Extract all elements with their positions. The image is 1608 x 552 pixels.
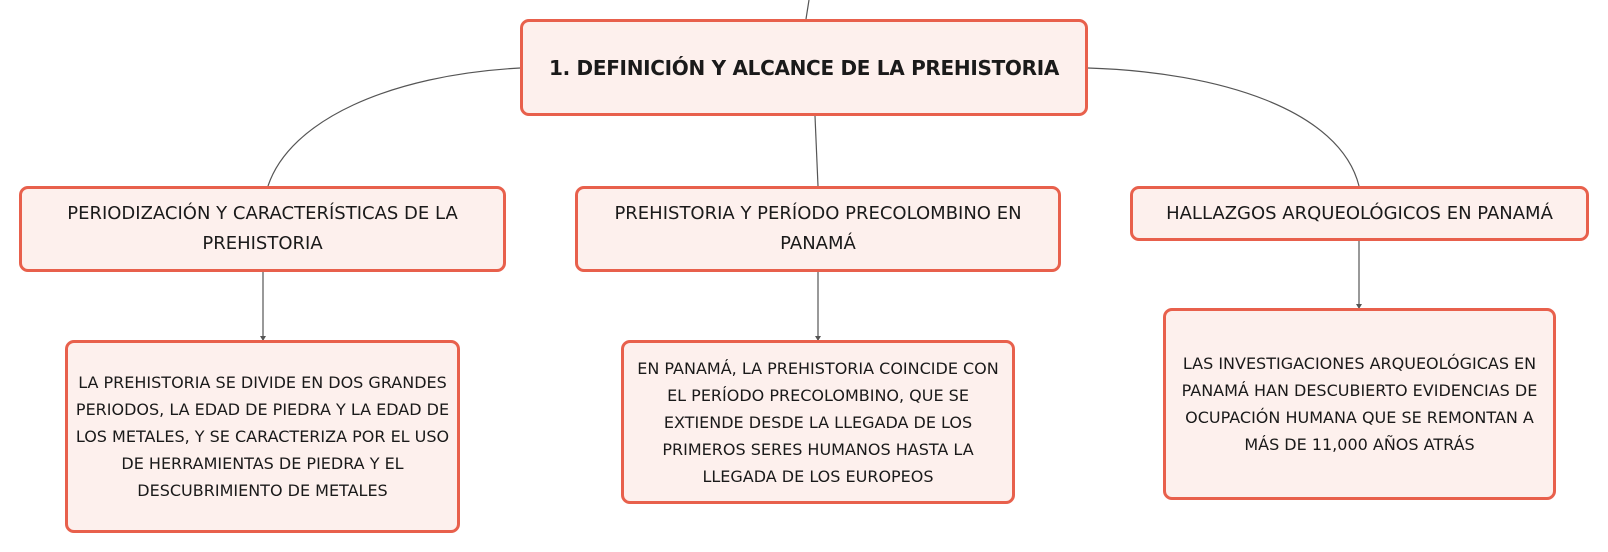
root-topic-node[interactable] (520, 19, 1088, 116)
detail-text: LAS INVESTIGACIONES ARQUEOLÓGICAS EN PANAMÁ HAN DESCUBIERTO EVIDENCIAS DE OCUPACIÓN HUMANA QUE SE REMONTAN A MÁS DE 11,000 AÑOS ATRÁS (1181, 354, 1538, 454)
detail-node-hallazgos[interactable] (1163, 308, 1556, 500)
root-topic-label: 1. DEFINICIÓN Y ALCANCE DE LA PREHISTORIA (548, 55, 1060, 80)
detail-node-periodizacion[interactable] (65, 340, 460, 533)
detail-node-precolombino[interactable] (621, 340, 1015, 504)
detail-text: EN PANAMÁ, LA PREHISTORIA COINCIDE CON EL PERÍODO PRECOLOMBINO, QUE SE EXTIENDE DESDE LA LLEGADA DE LOS PRIMEROS SERES HUMANOS HASTA LA LLEGADA DE LOS EUROPEOS (637, 358, 999, 486)
topic-node-periodizacion[interactable] (19, 186, 506, 272)
connector-root-to-topic-3 (1088, 68, 1359, 186)
topic-label: HALLAZGOS ARQUEOLÓGICOS EN PANAMÁ (1166, 202, 1553, 224)
connector-root-to-topic-2 (815, 116, 818, 186)
topic-label: PERIODIZACIÓN Y CARACTERÍSTICAS DE LA PREHISTORIA (67, 203, 458, 254)
connector-parent-to-root (806, 0, 809, 19)
topic-node-precolombino[interactable] (575, 186, 1061, 272)
connector-root-to-topic-1 (268, 68, 520, 186)
topic-label: PREHISTORIA Y PERÍODO PRECOLOMBINO EN PANAMÁ (614, 203, 1022, 254)
topic-node-hallazgos[interactable] (1130, 186, 1589, 241)
detail-text: LA PREHISTORIA SE DIVIDE EN DOS GRANDES PERIODOS, LA EDAD DE PIEDRA Y LA EDAD DE LOS METALES, Y SE CARACTERIZA POR EL USO DE HERRAMIENTAS DE PIEDRA Y EL DESCUBRIMIENTO DE METALES (75, 373, 450, 500)
